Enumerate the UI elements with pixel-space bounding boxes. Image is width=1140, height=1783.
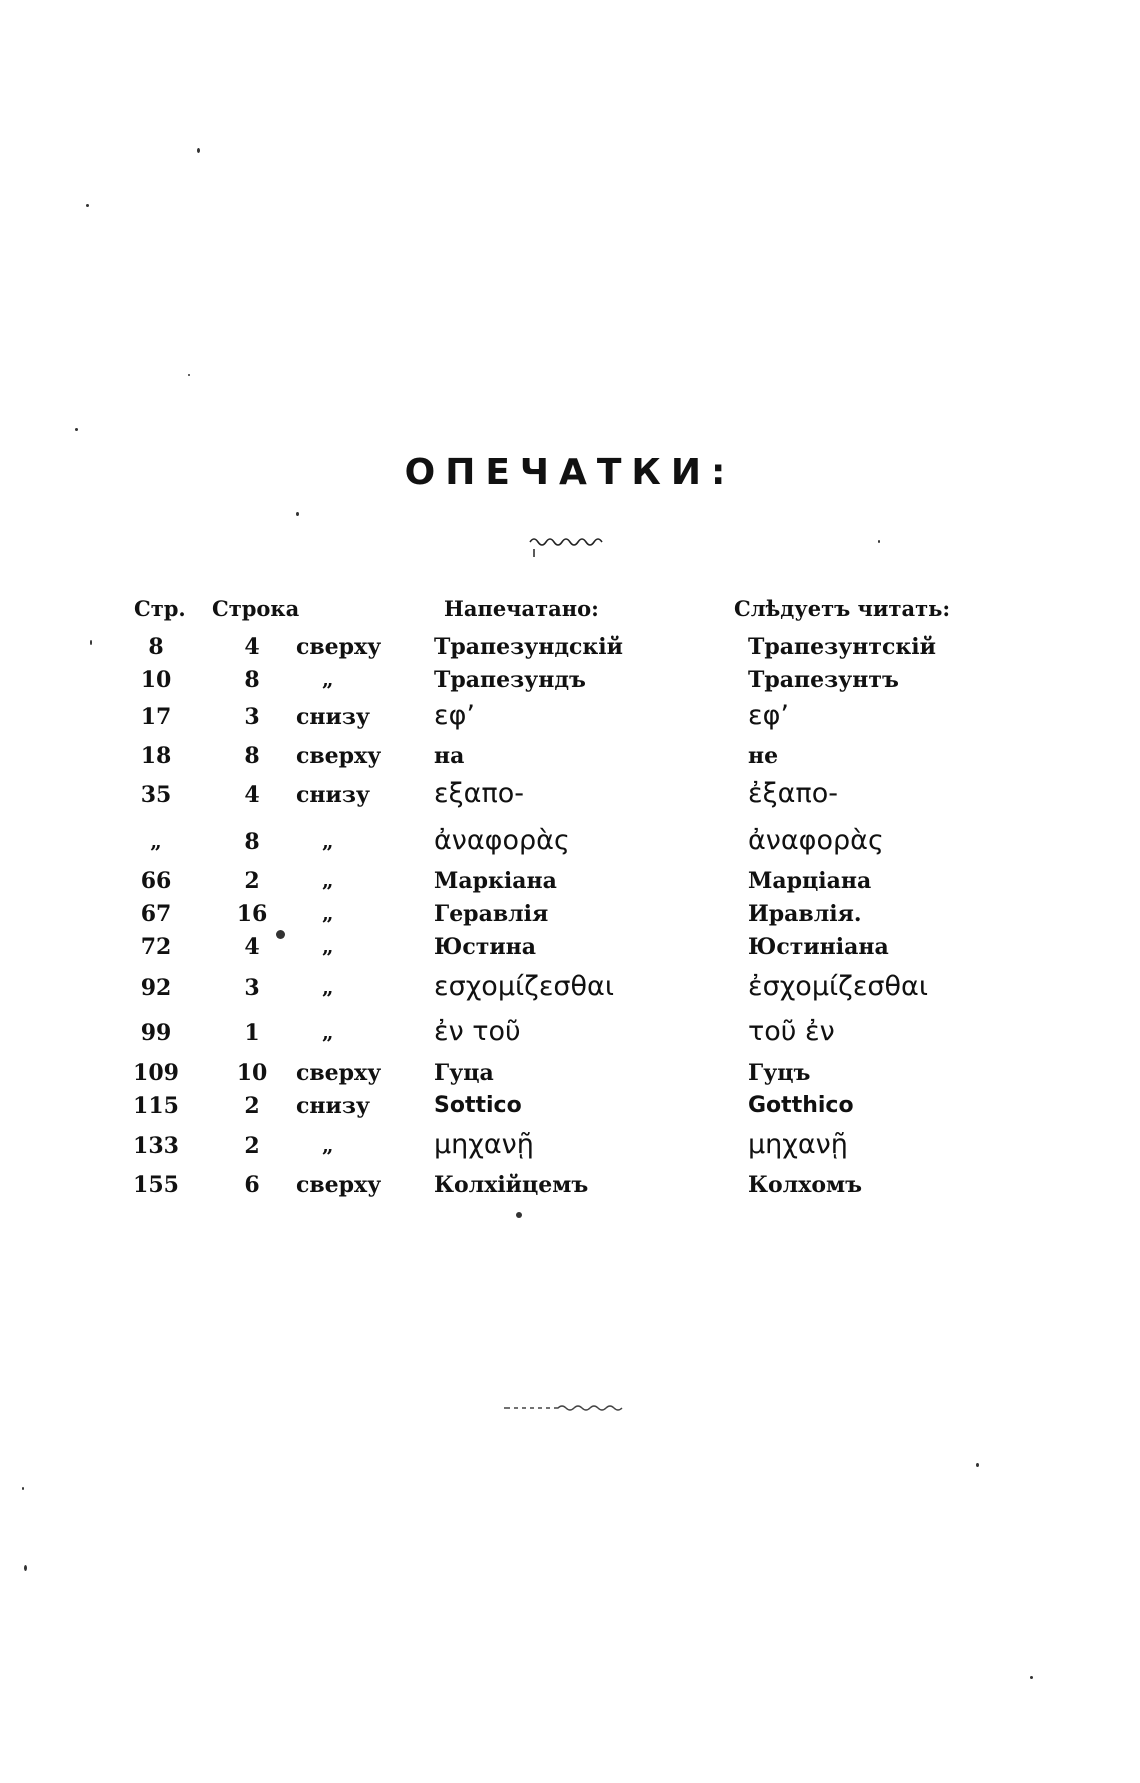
row-should-read: εφ’ bbox=[748, 700, 789, 731]
row-printed: Гуца bbox=[434, 1060, 494, 1086]
row-position: снизу bbox=[296, 1093, 370, 1119]
row-printed: Юстина bbox=[434, 934, 537, 960]
row-printed: εξαπο- bbox=[434, 778, 524, 809]
row-line: 6 bbox=[244, 1172, 260, 1198]
row-should-read: Трапезунтскій bbox=[748, 634, 936, 660]
row-line: 8 bbox=[244, 667, 260, 693]
row-printed: Sottico bbox=[434, 1093, 522, 1118]
row-should-read: Трапезунтъ bbox=[748, 667, 899, 693]
row-page: 66 bbox=[140, 868, 172, 894]
row-position: сверху bbox=[296, 743, 382, 769]
row-printed: Трапезундскій bbox=[434, 634, 623, 660]
row-position: „ bbox=[322, 901, 334, 925]
scan-speck bbox=[188, 374, 190, 376]
scan-speck bbox=[22, 1487, 24, 1490]
row-printed: ἐν τοῦ bbox=[434, 1016, 521, 1047]
row-page: 18 bbox=[140, 743, 172, 769]
row-printed: εφ’ bbox=[434, 700, 475, 731]
row-page: 99 bbox=[140, 1020, 172, 1046]
errata-table-header bbox=[0, 596, 1140, 626]
row-should-read: не bbox=[748, 743, 779, 769]
row-page: 10 bbox=[140, 667, 172, 693]
row-printed: Геравлія bbox=[434, 901, 549, 927]
row-line: 3 bbox=[244, 975, 260, 1001]
row-position: сверху bbox=[296, 1172, 382, 1198]
row-should-read: Иравлія. bbox=[748, 901, 862, 927]
row-page: „ bbox=[150, 829, 162, 853]
row-position: сверху bbox=[296, 634, 382, 660]
row-line: 1 bbox=[244, 1020, 260, 1046]
row-page: 109 bbox=[133, 1060, 179, 1086]
row-position: „ bbox=[322, 1133, 334, 1157]
row-should-read: Gotthico bbox=[748, 1093, 854, 1118]
row-printed: Колхійцемъ bbox=[434, 1172, 589, 1198]
scan-speck bbox=[75, 428, 78, 431]
row-line: 3 bbox=[244, 704, 260, 730]
row-printed: Трапезундъ bbox=[434, 667, 586, 693]
row-should-read: Колхомъ bbox=[748, 1172, 862, 1198]
row-position: сверху bbox=[296, 1060, 382, 1086]
row-position: снизу bbox=[296, 782, 370, 808]
row-page: 115 bbox=[133, 1093, 179, 1119]
row-position: „ bbox=[322, 975, 334, 999]
row-page: 72 bbox=[140, 934, 172, 960]
row-page: 133 bbox=[133, 1133, 179, 1159]
row-line: 2 bbox=[244, 1133, 260, 1159]
row-line: 8 bbox=[244, 829, 260, 855]
header-should-read: Слѣдуетъ читать: bbox=[734, 596, 951, 621]
header-line: Строка bbox=[212, 596, 300, 621]
row-page: 155 bbox=[133, 1172, 179, 1198]
row-should-read: Гуцъ bbox=[748, 1060, 811, 1086]
row-printed: εσχομίζεσθαι bbox=[434, 971, 614, 1002]
row-line: 8 bbox=[244, 743, 260, 769]
row-page: 92 bbox=[140, 975, 172, 1001]
row-should-read: μηχανῇ bbox=[748, 1129, 848, 1160]
page-title: ОПЕЧАТКИ: bbox=[404, 452, 736, 493]
row-line: 4 bbox=[244, 634, 260, 660]
header-page: Стр. bbox=[134, 596, 186, 621]
row-should-read: Юстиніана bbox=[748, 934, 889, 960]
row-printed: ἀναφορὰς bbox=[434, 825, 570, 856]
row-line: 16 bbox=[236, 901, 268, 927]
scan-speck bbox=[86, 204, 89, 207]
scan-speck bbox=[90, 640, 92, 645]
scan-speck bbox=[878, 540, 880, 543]
scan-speck bbox=[197, 148, 200, 153]
header-printed: Напечатано: bbox=[444, 596, 599, 621]
row-page: 35 bbox=[140, 782, 172, 808]
decorative-ornament-top bbox=[528, 530, 608, 560]
row-line: 2 bbox=[244, 1093, 260, 1119]
row-position: снизу bbox=[296, 704, 370, 730]
row-line: 10 bbox=[236, 1060, 268, 1086]
row-page: 67 bbox=[140, 901, 172, 927]
scan-speck bbox=[976, 1463, 979, 1467]
row-position: „ bbox=[322, 829, 334, 853]
decorative-rule-bottom bbox=[502, 1400, 662, 1416]
row-page: 8 bbox=[148, 634, 164, 660]
row-should-read: ἐξαπο- bbox=[748, 778, 838, 809]
row-printed: Маркіана bbox=[434, 868, 557, 894]
row-position: „ bbox=[322, 1020, 334, 1044]
row-line: 4 bbox=[244, 782, 260, 808]
row-should-read: ἐσχομίζεσθαι bbox=[748, 971, 928, 1002]
row-should-read: Марціана bbox=[748, 868, 872, 894]
row-printed: μηχανῇ bbox=[434, 1129, 534, 1160]
row-line: 2 bbox=[244, 868, 260, 894]
row-should-read: ἀναφορὰς bbox=[748, 825, 884, 856]
row-position: „ bbox=[322, 868, 334, 892]
scan-speck bbox=[516, 1212, 522, 1218]
scan-speck bbox=[1030, 1676, 1033, 1679]
row-printed: на bbox=[434, 743, 465, 769]
row-should-read: τοῦ ἐν bbox=[748, 1016, 835, 1047]
scan-speck bbox=[296, 512, 299, 516]
row-line: 4 bbox=[244, 934, 260, 960]
scan-speck bbox=[276, 930, 285, 939]
row-page: 17 bbox=[140, 704, 172, 730]
row-position: „ bbox=[322, 934, 334, 958]
row-position: „ bbox=[322, 667, 334, 691]
scan-speck bbox=[24, 1565, 27, 1571]
